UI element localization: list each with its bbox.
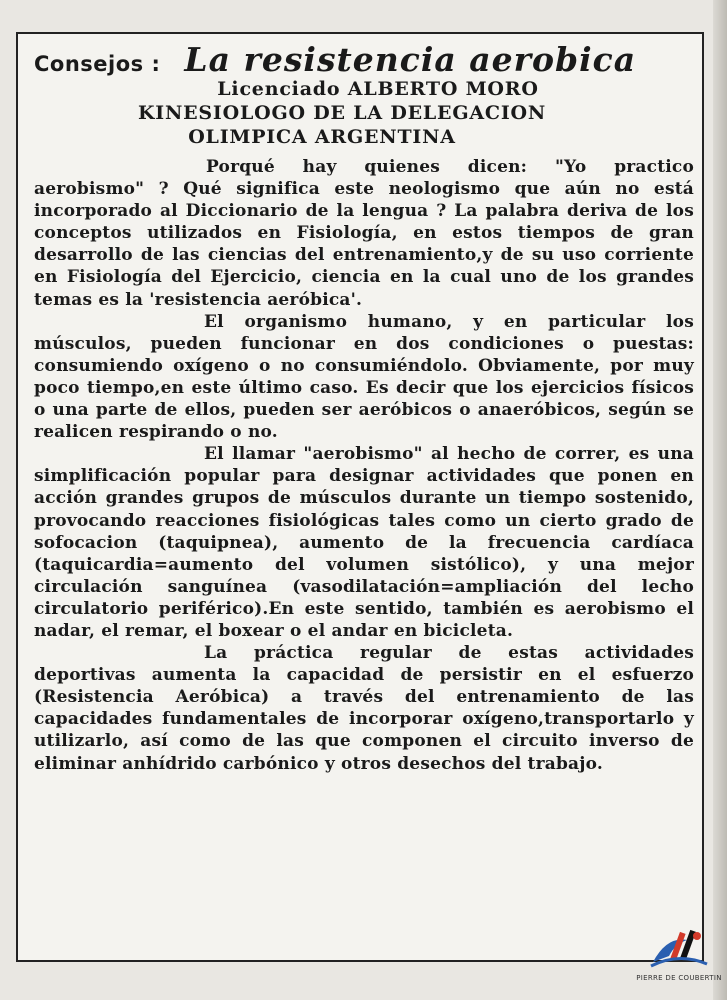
pierre-de-coubertin-logo: [638, 922, 720, 994]
byline-role: KINESIOLOGO DE LA DELEGACION: [137, 102, 547, 124]
paragraph-1: Porqué hay quienes dicen: "Yo practico aerobismo" ? Qué significa este neologismo que aún no está incorporado al Diccionario de la lengua ? La palabra deriva de los conceptos utilizados en Fisiología, en estos tiempos de gran desarrollo de las ciencias del entrenamiento,y de su uso corriente en Fisiología del Ejercicio, ciencia en la cual uno de los grandes temas es la 'resistencia aeróbica'.: [34, 157, 694, 310]
page-edge: [713, 0, 727, 1000]
paragraph-3: El llamar "aerobismo" al hecho de correr, es una simplificación popular para designar actividades que ponen en acción grandes grupos de músculos durante un tiempo sostenido, provocando reacciones fisiológicas tales como un cierto grado de sofocacion (taquipnea), aumento de la frecuencia cardíaca (taquicardia=aumento del volumen sistólico), y una mejor circulación sanguínea (vasodilatación=ampliación del lecho circulatorio periférico).En este sentido, también es aerobismo el nadar, el remar, el boxear o el andar en bicicleta.: [34, 444, 694, 641]
article-title: La resistencia aerobica: [184, 40, 637, 79]
paragraph-4: La práctica regular de estas actividades deportivas aumenta la capacidad de persistir en el esfuerzo (Resistencia Aeróbica) a través del entrenamiento de las capacidades fundamentales de incorporar oxígeno,transportarlo y utilizarlo, así como de las que componen el circuito inverso de eliminar anhídrido carbónico y otros desechos del trabajo.: [34, 643, 694, 774]
coubertin-emblem-icon: [649, 922, 709, 972]
paragraph-2: El organismo humano, y en particular los músculos, pueden funcionar en dos condiciones o puestas: consumiendo oxígeno o no consumiéndolo. Obviamente, por muy poco tiempo,en este último caso. Es decir que los ejercicios físicos o una parte de ellos, pueden ser aeróbicos o anaeróbicos, según se realicen respirando o no.: [34, 311, 694, 443]
newspaper-clipping: [16, 32, 704, 962]
watermark-text: PIERRE DE COUBERTIN: [636, 974, 722, 982]
article-body: [34, 156, 694, 775]
byline-organization: OLIMPICA ARGENTINA: [188, 126, 456, 148]
byline-author: Licenciado ALBERTO MORO: [217, 78, 539, 100]
section-label: Consejos :: [34, 52, 161, 76]
